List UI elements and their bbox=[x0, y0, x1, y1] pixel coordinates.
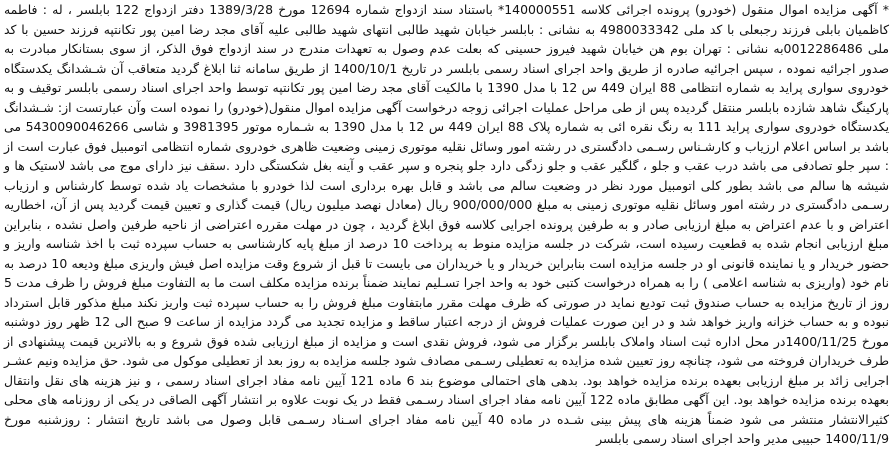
auction-notice-text: * آگهی مزایده اموال منقول (خودرو) پرونده اجرائی کلاسه 140000551* باستناد سند ازدواج شماره 12694 مورخ 1389/3/28 دفتر ازدواج 122 بابلسر ، له : فاطمه کاظمیان بابلی فرزند رجبعلی با کد ملی 4980033342 به نشانی : بابلسر خیابان شهید طالبی انتهای شهید طالبی علیه آقای مجد رضا امین پور تکانتپه فرزند حسین با کد ملی 0012286486به نشانی : تهران بوم هن خیابان شهید فیروز حسینی که بعلت عدم وصول به تعهدات مندرج در سند ازدواج فوق الذکر، از سوی بستانکار مبادرت به صدور اجرائیه نموده ، سپس اجرائیه صادره از طریق واحد اجرای اسناد رسمی بابلسر در تاریخ 1400/10/1 از طریق سامانه ثنا ابلاغ گردید متعاقب آن شـشدانگ یکدستگاه خودروی سواری پراید به شماره انتظامی 88 ایران 449 س 12 با مدل 1390 با مالکیت آقای مجد رضا امین پور تکانتپه توسط واحد اجرای اسناد رسمی بابلسر توقیف و به پارکینگ شاهد شازده بابلسر منتقل گردیده پس از طی مراحل عملیات اجرائی زوجه درخواست آگهی مزایده اموال منقول(خودرو) را نموده است وآن عبارتست از: شـشدانگ یکدستگاه خودروی سواری پراید 111 به رنگ نقره ائی به شماره پلاک 88 ایران 449 س 12 با مدل 1390 به شـماره موتور 3981395 و شاسی 5430090046266 می باشد بر اساس اعلام ارزیاب و کارشـناس رسـمی دادگستری در رشته امور وسائل نقلیه موتوری زمینی وضعیت ظاهری خودروی شماره انتظامی اتومبیل فوق عبارت است از : سپر جلو تصادفی می باشد درب عقب و جلو ، گلگیر عقب و جلو زدگی دارد جلو پنجره و سپر عقب و آینه بغل شکستگی دارد .سقف نیز دارای موج می باشد لاستیک ها و شیشه ها سالم می باشد بطور کلی اتومبیل مورد نظر در وضعیت سالم می باشد و قابل بهره برداری است لذا خودرو با مشخصات یاد شده توسط کارشناس و ارزیاب رسـمی دادگستری در رشته امور وسائل نقلیه موتوری زمینی به مبلغ 900/000/000 ریال (معادل نهصد میلیون ریال) قیمت گذاری و تعیین قیمت گردید پس از آن، اخطاریه اعتراض و با عدم اعتراض به مبلغ ارزیابی صادر و به طرفین پرونده اجرایی کلاسه فوق ابلاغ گردید ، چون در مهلت مقرره اعتراضی از ناحیه طرفین واصل نشده ، بنابراین مبلغ ارزیابی انجام شده به قطعیت رسیده است، شرکت در جلسه مزایده منوط به پرداخت 10 درصد از مبلغ پایه کارشناسی به حساب سپرده ثبت با اخذ شناسه واریز و حضور خریدار و یا نماینده قانونی او در جلسه مزایده است بنابراین خریدار و یا خریداران می بایست تا قبل از شروع وقت مزایده اصل فیش واریزی مبلغ ودیعه 10 درصد به نام خود (واریزی به شناسه اعلامی ) را به همراه درخواست کتبی خود به واحد اجرا تسـلیم نمایند ضمناً برنده مزایده مکلف است ما به التفاوت مبلغ فروش را ظرف مدت 5 روز از تاریخ مزایده به حساب صندوق ثبت تودیع نماید در صورتی که ظرف مهلت مقرر مابتفاوت مبلغ فروش را به حساب سپرده ثبت واریز نکند مبلغ مذکور قابل استرداد نبوده و به حساب خزانه واریز خواهد شد و در این صورت عملیات فروش از درجه اعتبار ساقط و مزایده تجدید می گردد مزایده از ساعت 9 صبح الی 12 ظهر روز دوشنبه مورخ 1400/11/25در محل اداره ثبت اسناد واملاک بابلسر برگزار می شود، فروش نقدی است و مزایده از مبلغ ارزیابی شده فوق شروع و به بالاترین قیمت پیشنهادی از طرف خریداران فروخته می شود، چنانچه روز تعیین شده مزایده به تعطیلی رسـمی مصادف شود جلسه مزایده به روز بعد از تعطیلی موکول می شود. حق مزایده ونیم عشـر اجرایی زائد بر مبلغ ارزیابی بعهده برنده مزایده خواهد بود. بدهی های احتمالی موضوع بند 6 ماده 121 آیین نامه مفاد اجرای اسناد رسمی ، و نیز هزینه های نقل وانتقال بعهده برنده مزایده خواهد بود. این آگهی مطابق ماده 122 آیین نامه مفاد اجرای اسناد رسـمی فقط در یک نوبت علاوه بر انتشار آگهی الصاقی در یکی از روزنامه های محلی کثیرالانتشار منتشر می شود ضمناً هزینه های پیش بینی شـده در ماده 40 آیین نامه مفاد اجرای اسـناد رسـمی قابل وصول می باشد تاریخ انتشار : روزشنبه مورخ 1400/11/9 حبیبی مدیر واحد اجرای اسناد رسمی بابلسر bbox=[4, 2, 890, 446]
